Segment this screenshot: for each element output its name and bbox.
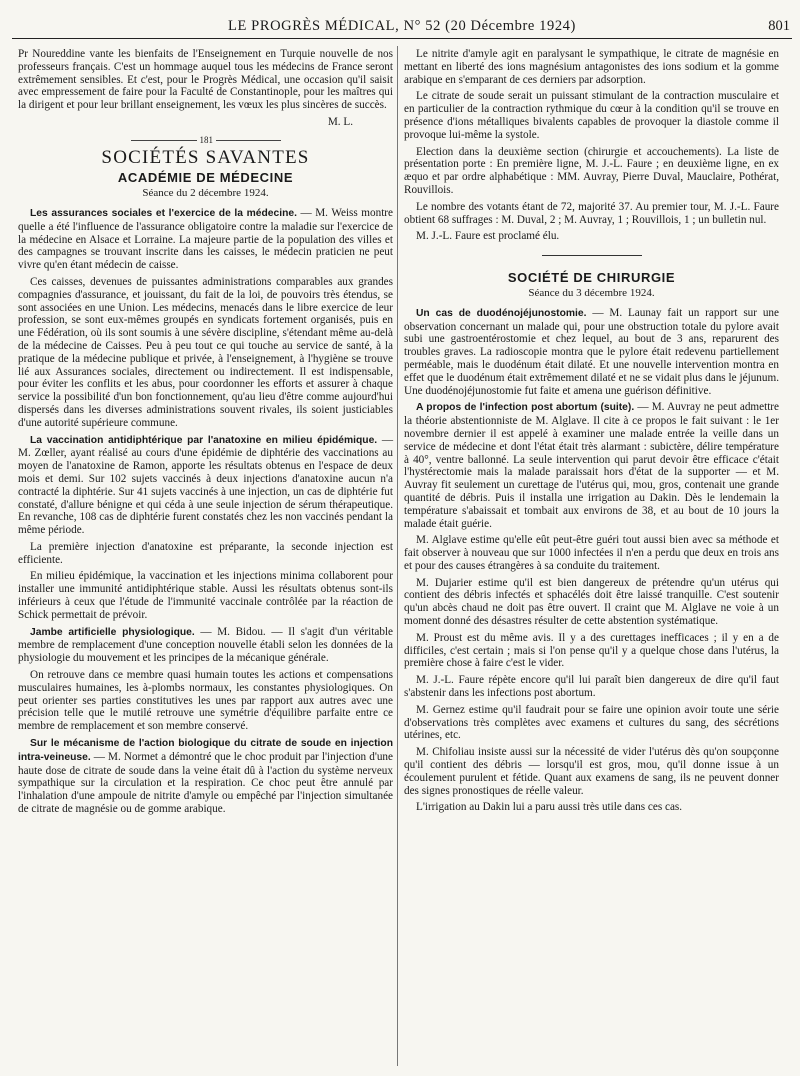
running-title: LE PROGRÈS MÉDICAL, N° 52 (20 Décembre 1924) — [228, 18, 576, 34]
paragraph-body: — M. Launay fait un rapport sur une observation concernant un malade qui, pour une obstruction totale du pylore avait subi une gastroentérostomie et chez lequel, au bout de 3 ans, reparurent des troubles graves. La radioscopie montra que le pylore était redevenu partiellement perméable, mais le duodénum était dilaté. Et une nouvelle intervention montra en effet que le duodénum était extrêmement dilaté et ne se vidait plus dans le jéjunum. Une duodénojéjunostomie fut faite et amena une guérison définitive. — [404, 306, 779, 397]
signature: M. L. — [327, 115, 353, 128]
paragraph: Ces caisses, devenues de puissantes administrations comparables aux grandes compagnies d'assurance, et jouissant, du fait de la loi, de pouvoirs très étendus, se sont associées en une Union. Les médecins, menacés dans le libre exercice de leur profession, se sont eux-mêmes groupés en syndicats fortement organisés, puis en une Fédération, où ils sont soumis à une sévère discipline, s'étendant même au-delà de la médecine de Caisses. Peu à peu tout ce qui touche au service de santé, à la pratique de la médecine publique et privée, à l'enseignement, à l'hygiène se trouve lié aux Assurances sociales, directement ou indirectement. Il est indispensable, pour éviter les conflits et les abus, pour coordonner les efforts et assurer à chaque service la possibilité d'un bon fonctionnement, qu'au lieu d'être comme aujourd'hui dispersés dans les diverses administrations souvent rivales, ils soient justiciables d'une autorité supérieure commune. — [18, 275, 393, 429]
section-rule — [542, 255, 642, 256]
paragraph-lead: Les assurances sociales et l'exercice de la médecine. — [30, 207, 297, 219]
paragraph: M. Proust est du même avis. Il y a des curettages inefficaces ; il y en a de difficiles, c'est certain ; mais si l'on pense qu'il y a quelque chose dans l'utérus, la première chose à faire c'est le vider. — [404, 631, 779, 670]
paragraph: Le nitrite d'amyle agit en paralysant le sympathique, le citrate de magnésie en mettant en liberté des ions magnésium antagonistes des ions sodium et la gomme arabique en s'emparant de ces derniers par adsorption. — [404, 48, 779, 86]
right-column — [404, 48, 779, 818]
paragraph-body: — M. Zœller, ayant réalisé au cours d'une épidémie de diphtérie des vaccinations au moyen de l'anatoxine de Ramon, apporte les résultats obtenus en l'espace de deux mois et demi. Sur 102 sujets vaccinés à deux injections d'anatoxine aucun n'a contracté la diphtérie. Sur 41 sujets vaccinés à une injection, un cas de diphtérie fut constaté, d'allure bénigne et qui céda à une seule injection de sérum thérapeutique. En revanche, 108 cas de diphtérie furent constatés chez les non vaccinés pendant la même période. — [18, 433, 394, 537]
paragraph-lead: A propos de l'infection post abortum (suite). — [416, 402, 635, 414]
paragraph-lead: Jambe artificielle physiologique. — [30, 626, 195, 638]
academy-date: Séance du 2 décembre 1924. — [142, 187, 269, 200]
paragraph-lead: Un cas de duodénojéjunostomie. — [416, 307, 587, 319]
paragraph-body: — M. Bidou. — Il s'agit d'un véritable membre de remplacement d'une conception nouvelle établi selon les données de la physiologie du mouvement et les principes de la mécanique générale. — [18, 625, 393, 665]
paragraph: Le nombre des votants étant de 72, majorité 37. Au premier tour, M. J.-L. Faure obtient 68 suffrages : M. Duval, 2 ; M. Auvray, 1 ; Rouvillois, 1 ; un bulletin nul. — [404, 200, 779, 226]
running-header — [12, 14, 792, 39]
paragraph — [18, 207, 393, 272]
paragraph-lead: Sur le mécanisme de l'action biologique du citrate de soude en injection intra-veineuse. — [18, 738, 393, 763]
paragraph: La première injection d'anatoxine est préparante, la seconde injection est efficiente. — [18, 540, 393, 566]
left-column — [18, 48, 393, 820]
paragraph: M. Gernez estime qu'il faudrait pour se faire une opinion avoir toute une série d'observations très complètes avec examens et cultures du sang, des sécrétions utérines, etc. — [404, 703, 779, 742]
paragraph — [404, 401, 779, 530]
paragraph-body: — M. Auvray ne peut admettre la théorie abstentionniste de M. Alglave. Il cite à ce propos le fait suivant : le 1er novembre dernier il est appelé à examiner une malade entrée la veille dans un service de médecine et dont l'état était très alarmant : subictère, délire température à 40°, ventre ballonné. La seule intervention qui parut devoir être efficace c'était l'hystérectomie mais la malade paraissait hors d'état de la supporter — et M. Auvray fit seulement un curettage de l'utérus qui, mou, gros, contenait une grande quantité de débris. Puis il installa une irrigation au Dakin. Dès le lendemain la température s'abaissait et tombait aux environs de 38, et au bout de 10 jours la malade était guérie. — [404, 401, 779, 530]
paragraph — [18, 434, 393, 537]
paragraph — [404, 307, 779, 398]
paragraph: M. Dujarier estime qu'il est bien dangereux de prétendre qu'un utérus qui contient des débris infectés et sphacélés doit être laissé tranquille. C'est soutenir qu'un abcès chaud ne doit pas être ouvert. Il craint que M. Alglave ne voie à un moment donné des désastres résulter de cette abstention systématique. — [404, 576, 779, 628]
paragraph: En milieu épidémique, la vaccination et les injections minima collaborent pour installer une immunité antidiphtérique stable. Aussi les résultats obtenus sont-ils inférieurs à ceux que l'étude de l'immunité vaccinale contrôlée par la réaction de Schick permettait de prévoir. — [18, 570, 393, 621]
paragraph — [18, 737, 393, 816]
paragraph: On retrouve dans ce membre quasi humain toutes les actions et compensations musculaires humaines, les à-plombs normaux, les constantes physiologiques. On peut orienter ses parties constitutives les unes par rapport aux autres avec une précision telle que le mutilé retrouve une symétrie d'équilibre parfaite entre ce membre de remplacement et son membre conservé. — [18, 669, 393, 733]
paragraph-body: — M. Normet a démontré que le choc produit par l'injection d'une haute dose de citrate de soude dans la veine était dû à l'action du système nerveux sympathique sur la circulation et la respiration. Ce choc peut être annulé par l'inhalation d'une ampoule de nitrite d'amyle ou empêché par l'injection simultanée de citrate de magnésie ou de gomme arabique. — [18, 750, 393, 816]
paragraph: M. J.-L. Faure est proclamé élu. — [416, 230, 560, 243]
paragraph: M. Alglave estime qu'elle eût peut-être guéri tout aussi bien avec sa méthode et fait observer à nouveau que sur 1000 infectées il n'en a perdu que deux en trois ans et pour des causes étrangères à sa conduite du traitement. — [404, 534, 779, 572]
ornament-divider — [18, 135, 393, 148]
paragraph: Election dans la deuxième section (chirurgie et accouchements). La liste de présentation porte : En première ligne, M. J.-L. Faure ; en deuxième ligne, en ex æquo et par ordre alphabétique : MM. Auvray, Pierre Duval, Mauclaire, Pothérat, Rouvillois. — [404, 145, 779, 196]
academy-title: ACADÉMIE DE MÉDECINE — [117, 170, 294, 186]
paragraph: Le citrate de soude serait un puissant stimulant de la contraction musculaire et en particulier de la contraction rythmique du cœur à la condition qu'il se trouve en présence d'ions métalliques bivalents capables de provoquer la diastole comme il provoque lui-même la systole. — [404, 90, 779, 141]
paragraph: M. J.-L. Faure répète encore qu'il lui paraît bien dangereux de dire qu'il faut s'abstenir dans les infections post abortum. — [404, 674, 779, 700]
column-divider — [397, 46, 398, 1066]
paragraph — [18, 626, 393, 665]
surgery-title: SOCIÉTÉ DE CHIRURGIE — [507, 270, 676, 286]
paragraph: L'irrigation au Dakin lui a paru aussi très utile dans ces cas. — [416, 801, 683, 814]
intro-paragraph: Pr Noureddine vante les bienfaits de l'Enseignement en Turquie nouvelle de nos professeurs français. C'est un hommage auquel tous les médecins de France seront extrêmement sensibles. Et c'est, pour le Progrès Médical, une occasion qu'il saisit avec empressement de faire pour la Faculté de Constantinople, pour les maîtres qui la dirigent et pour leur brillant enseignement, les vœux les plus sincères de succès. — [18, 48, 393, 112]
section-title: SOCIÉTÉS SAVANTES — [101, 146, 310, 168]
surgery-date: Séance du 3 décembre 1924. — [528, 286, 655, 299]
paragraph: M. Chifoliau insiste aussi sur la nécessité de vider l'utérus dès qu'on soupçonne qu'il contient des débris — lorsqu'il est gros, mou, qu'il donne issue à un écoulement purulent et fétide. Quant aux examens de sang, ils ne peuvent donner des signes pronostiques de réelle valeur. — [404, 746, 779, 797]
page-number: 801 — [768, 18, 790, 34]
ornament-mark: 181 — [197, 134, 217, 147]
paragraph-body: — M. Weiss montre quelle a été l'influence de l'assurance obligatoire contre la maladie sur l'exercice de la médecine en Alsace et Lorraine. La majeure partie de la population des villes et des campagnes se trouvant inscrite dans les caisses, le médecin praticien ne peut vivre qu'en étant médecin de caisse. — [18, 206, 393, 272]
paragraph-lead: La vaccination antidiphtérique par l'anatoxine en milieu épidémique. — [30, 434, 378, 446]
